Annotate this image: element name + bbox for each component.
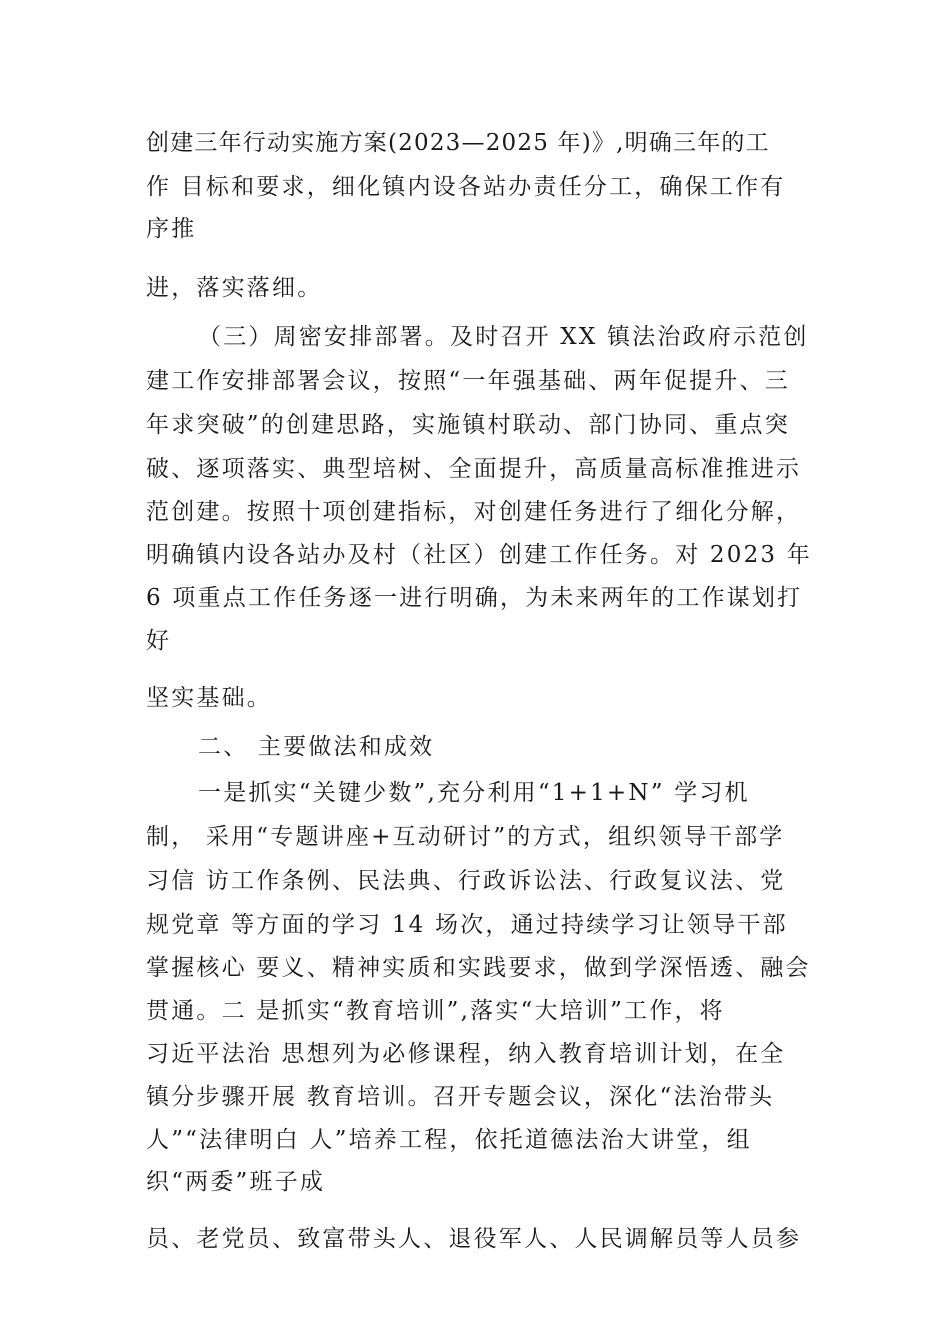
text-line: 掌握核心 要义、精神实质和实践要求，做到学深悟透、融会 (146, 955, 811, 981)
text-line: 年求突破”的创建思路，实施镇村联动、部门协同、重点突 (146, 412, 790, 438)
text-line: 制， 采用“专题讲座+互动研讨”的方式，组织领导干部学 (146, 824, 785, 850)
section-heading: 二、 主要做法和成效 (198, 734, 435, 760)
text-line: 6 项重点工作任务逐一进行明确，为未来两年的工作谋划打 (146, 585, 803, 611)
text-line: 建工作安排部署会议，按照“一年强基础、两年促提升、三 (146, 368, 790, 394)
text-line: 进，落实落细。 (146, 275, 323, 301)
text-line: 作 目标和要求，细化镇内设各站办责任分工，确保工作有 (146, 174, 786, 200)
text-line: 范创建。按照十项创建指标，对创建任务进行了细化分解， (146, 499, 802, 525)
text-line: 织“两委”班子成 (146, 1169, 326, 1195)
text-line: 序推 (146, 216, 197, 242)
text-line: 镇分步骤开展 教育培训。召开专题会议，深化“法治带头 (146, 1084, 775, 1110)
text-line: 创建三年行动实施方案(2023—2025 年)》,明确三年的工 (146, 130, 770, 156)
text-line: 坚实基础。 (146, 685, 272, 711)
text-line: 贯通。二 是抓实“教育培训”,落实“大培训”工作，将 (146, 998, 725, 1024)
text-line: （三）周密安排部署。及时召开 XX 镇法治政府示范创 (198, 324, 809, 350)
text-line: 明确镇内设各站办及村（社区）创建工作任务。对 2023 年 (146, 542, 812, 568)
text-line: 破、逐项落实、典型培树、全面提升，高质量高标准推进示 (146, 456, 802, 482)
text-line: 习信 访工作条例、民法典、行政诉讼法、行政复议法、党 (146, 868, 786, 894)
text-line: 人”“法律明白 人”培养工程，依托道德法治大讲堂，组 (146, 1127, 752, 1153)
text-line: 员、老党员、致富带头人、退役军人、人民调解员等人员参 (146, 1226, 802, 1252)
text-line: 习近平法治 思想列为必修课程，纳入教育培训计划，在全 (146, 1041, 786, 1067)
text-line: 规党章 等方面的学习 14 场次，通过持续学习让领导干部 (146, 912, 788, 938)
text-line: 一是抓实“关键少数”,充分利用“1+1+N” 学习机 (198, 780, 750, 806)
text-line: 好 (146, 628, 172, 654)
